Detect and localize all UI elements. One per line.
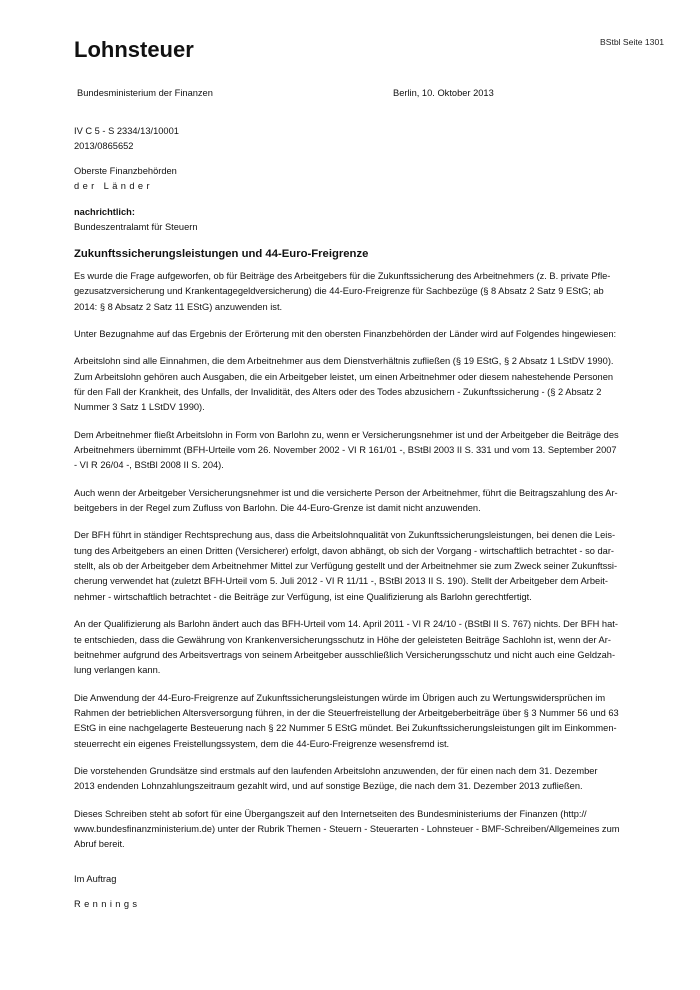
paragraph-line: www.bundesfinanzministerium.de) unter der Rubrik Themen - Steuern - Steuerarten - Lohnsteuer - BMF-Schreiben/Allgemeines zum: [74, 823, 620, 834]
paragraph-line: Rahmen der betrieblichen Altersversorgung führen, in der die Steuerfreistellung der Arbeitgeberbeiträge über § 3 Nummer 56 und 63: [74, 707, 619, 718]
paragraph: [74, 807, 629, 853]
paragraph-line: 2013 endenden Lohnzahlungszeitraum gezahlt wird, und auf sonstige Bezüge, die nach dem 31. Dezember 2013 zufließen.: [74, 781, 583, 792]
signature-name: Rennings: [74, 899, 141, 909]
document-title: Lohnsteuer: [74, 37, 194, 62]
paragraph-line: Es wurde die Frage aufgeworfen, ob für Beiträge des Arbeitgebers für die Zukunftssicherung des Arbeitnehmers (z. B. private Pfle-: [74, 271, 611, 281]
sender: Bundesministerium der Finanzen: [77, 88, 213, 98]
paragraph-line: beitnehmer aufgrund des Arbeitsvertrags von seinem Arbeitgeber ausschließlich Versicherungsschutz und nicht auch eine Geldzah-: [74, 649, 616, 660]
paragraph-line: lung verlangen kann.: [74, 665, 161, 676]
paragraph-line: Nummer 3 Satz 1 LStDV 1990).: [74, 402, 205, 413]
recipient-block: [74, 164, 177, 194]
paragraph-line: nehmer - wirtschaftlich betrachtet - die Beiträge zur Verfügung, ist eine Qualifizierung als Barlohn gerechtfertigt.: [74, 591, 532, 602]
paragraph: [74, 764, 629, 795]
paragraph-line: Zum Arbeitslohn gehören auch Ausgaben, die ein Arbeitgeber leistet, um einen Arbeitnehmer oder diesem nahestehende Personen: [74, 371, 614, 382]
closing-phrase: Im Auftrag: [74, 874, 117, 884]
paragraph: [74, 617, 629, 679]
paragraph-line: te entschieden, dass die Gewährung von Krankenversicherungsschutz in Höhe der geleisteten Beiträge Sachlohn ist, wenn der Ar-: [74, 634, 611, 645]
paragraph: [74, 486, 629, 517]
document-number: 2013/0865652: [74, 141, 134, 151]
paragraph-line: stellt, als ob der Arbeitgeber dem Arbeitnehmer Mittel zur Verfügung gestellt und der Arbeitnehmer sie zum Zweck seiner Zukunftssi-: [74, 561, 618, 572]
paragraph-line: EStG in eine nachgelagerte Besteuerung nach § 22 Nummer 5 EStG mündet. Bei Zukunftssicherungsleistungen gilt im Einkommen-: [74, 723, 617, 734]
reference-block: [74, 124, 179, 154]
cc-block: [74, 205, 198, 235]
cc-label: nachrichtlich:: [74, 207, 135, 217]
page-reference: BStbl Seite 1301: [600, 37, 665, 47]
file-number: IV C 5 - S 2334/13/10001: [74, 126, 179, 136]
paragraph: [74, 269, 629, 315]
paragraph-line: Unter Bezugnahme auf das Ergebnis der Erörterung mit den obersten Finanzbehörden der Länder wird auf Folgendes hingewiesen:: [74, 329, 617, 340]
paragraph-line: beitgebers in der Regel zum Zufluss von Barlohn. Die 44-Euro-Grenze ist damit nicht anzuwenden.: [74, 503, 481, 514]
paragraph-line: An der Qualifizierung als Barlohn ändert auch das BFH-Urteil vom 14. April 2011 - VI R 24/10 - (BStBl II S. 767) nichts. Der BFH hat-: [74, 619, 618, 630]
paragraph: [74, 528, 629, 605]
paragraph-line: Abruf bereit.: [74, 839, 125, 850]
paragraph-line: 2014: § 8 Absatz 2 Satz 11 EStG) anzuwenden ist.: [74, 301, 283, 312]
paragraph-line: Der BFH führt in ständiger Rechtsprechung aus, dass die Arbeitslohnqualität von Zukunftssicherungsleistungen, bei denen die Leis-: [74, 530, 616, 541]
cc-name: Bundeszentralamt für Steuern: [74, 222, 198, 232]
paragraph-line: Dem Arbeitnehmer fließt Arbeitslohn in Form von Barlohn zu, wenn er Versicherungsnehmer ist und der Arbeitgeber die Beiträge des: [74, 429, 619, 440]
letter-body: [74, 269, 629, 865]
paragraph-line: für den Fall der Krankheit, des Unfalls, der Invalidität, des Alters oder des Todes abzusichern - Zukunftssicherung - (§ 2 Absatz 2: [74, 387, 602, 398]
paragraph: [74, 691, 629, 753]
paragraph-line: Auch wenn der Arbeitgeber Versicherungsnehmer ist und die versicherte Person der Arbeitnehmer, führt die Beitragszahlung des Ar-: [74, 487, 618, 498]
paragraph: [74, 354, 629, 416]
subject-heading: Zukunftssicherungsleistungen und 44-Euro-Freigrenze: [74, 248, 369, 260]
paragraph-line: Dieses Schreiben steht ab sofort für eine Übergangszeit auf den Internetseiten des Bundesministeriums der Finanzen (http://: [74, 808, 587, 819]
recipient-line-1: Oberste Finanzbehörden: [74, 166, 177, 176]
paragraph-line: - VI R 26/04 -, BStBl 2008 II S. 204).: [74, 460, 224, 471]
paragraph-line: gezusatzversicherung und Krankentagegeldversicherung) die 44-Euro-Freigrenze für Sachbezüge (§ 8 Absatz 2 Satz 9 EStG; ab: [74, 286, 604, 297]
paragraph-line: cherung verwendet hat (zuletzt BFH-Urteil vom 5. Juli 2012 - VI R 11/11 -, BStBl 2013 II S. 190). Stellt der Arbeitgeber dem Arbeit-: [74, 576, 608, 587]
place-date: Berlin, 10. Oktober 2013: [393, 88, 494, 98]
paragraph: [74, 428, 629, 474]
paragraph-line: Die Anwendung der 44-Euro-Freigrenze auf Zukunftssicherungsleistungen würde im Übrigen auch zu Wertungswidersprüchen im: [74, 692, 606, 703]
paragraph-line: steuerrecht ein eigenes Freistellungssystem, dem die 44-Euro-Freigrenze wesensfremd ist.: [74, 738, 450, 749]
paragraph: [74, 327, 629, 342]
recipient-line-2: der Länder: [74, 181, 153, 191]
paragraph-line: tung des Arbeitgebers an einen Dritten (Versicherer) erfolgt, davon abhängt, ob sich der Vorgang - wirtschaftlich betrachtet - so dar-: [74, 545, 615, 556]
paragraph-line: Arbeitslohn sind alle Einnahmen, die dem Arbeitnehmer aus dem Dienstverhältnis zufließen (§ 19 EStG, § 2 Absatz 1 LStDV 1990).: [74, 356, 614, 367]
paragraph-line: Die vorstehenden Grundsätze sind erstmals auf den laufenden Arbeitslohn anzuwenden, der für einen nach dem 31. Dezember: [74, 765, 598, 776]
paragraph-line: Arbeitnehmers übernimmt (BFH-Urteile vom 26. November 2002 - VI R 161/01 -, BStBl 2003 II S. 331 und vom 13. September 2007: [74, 445, 617, 456]
